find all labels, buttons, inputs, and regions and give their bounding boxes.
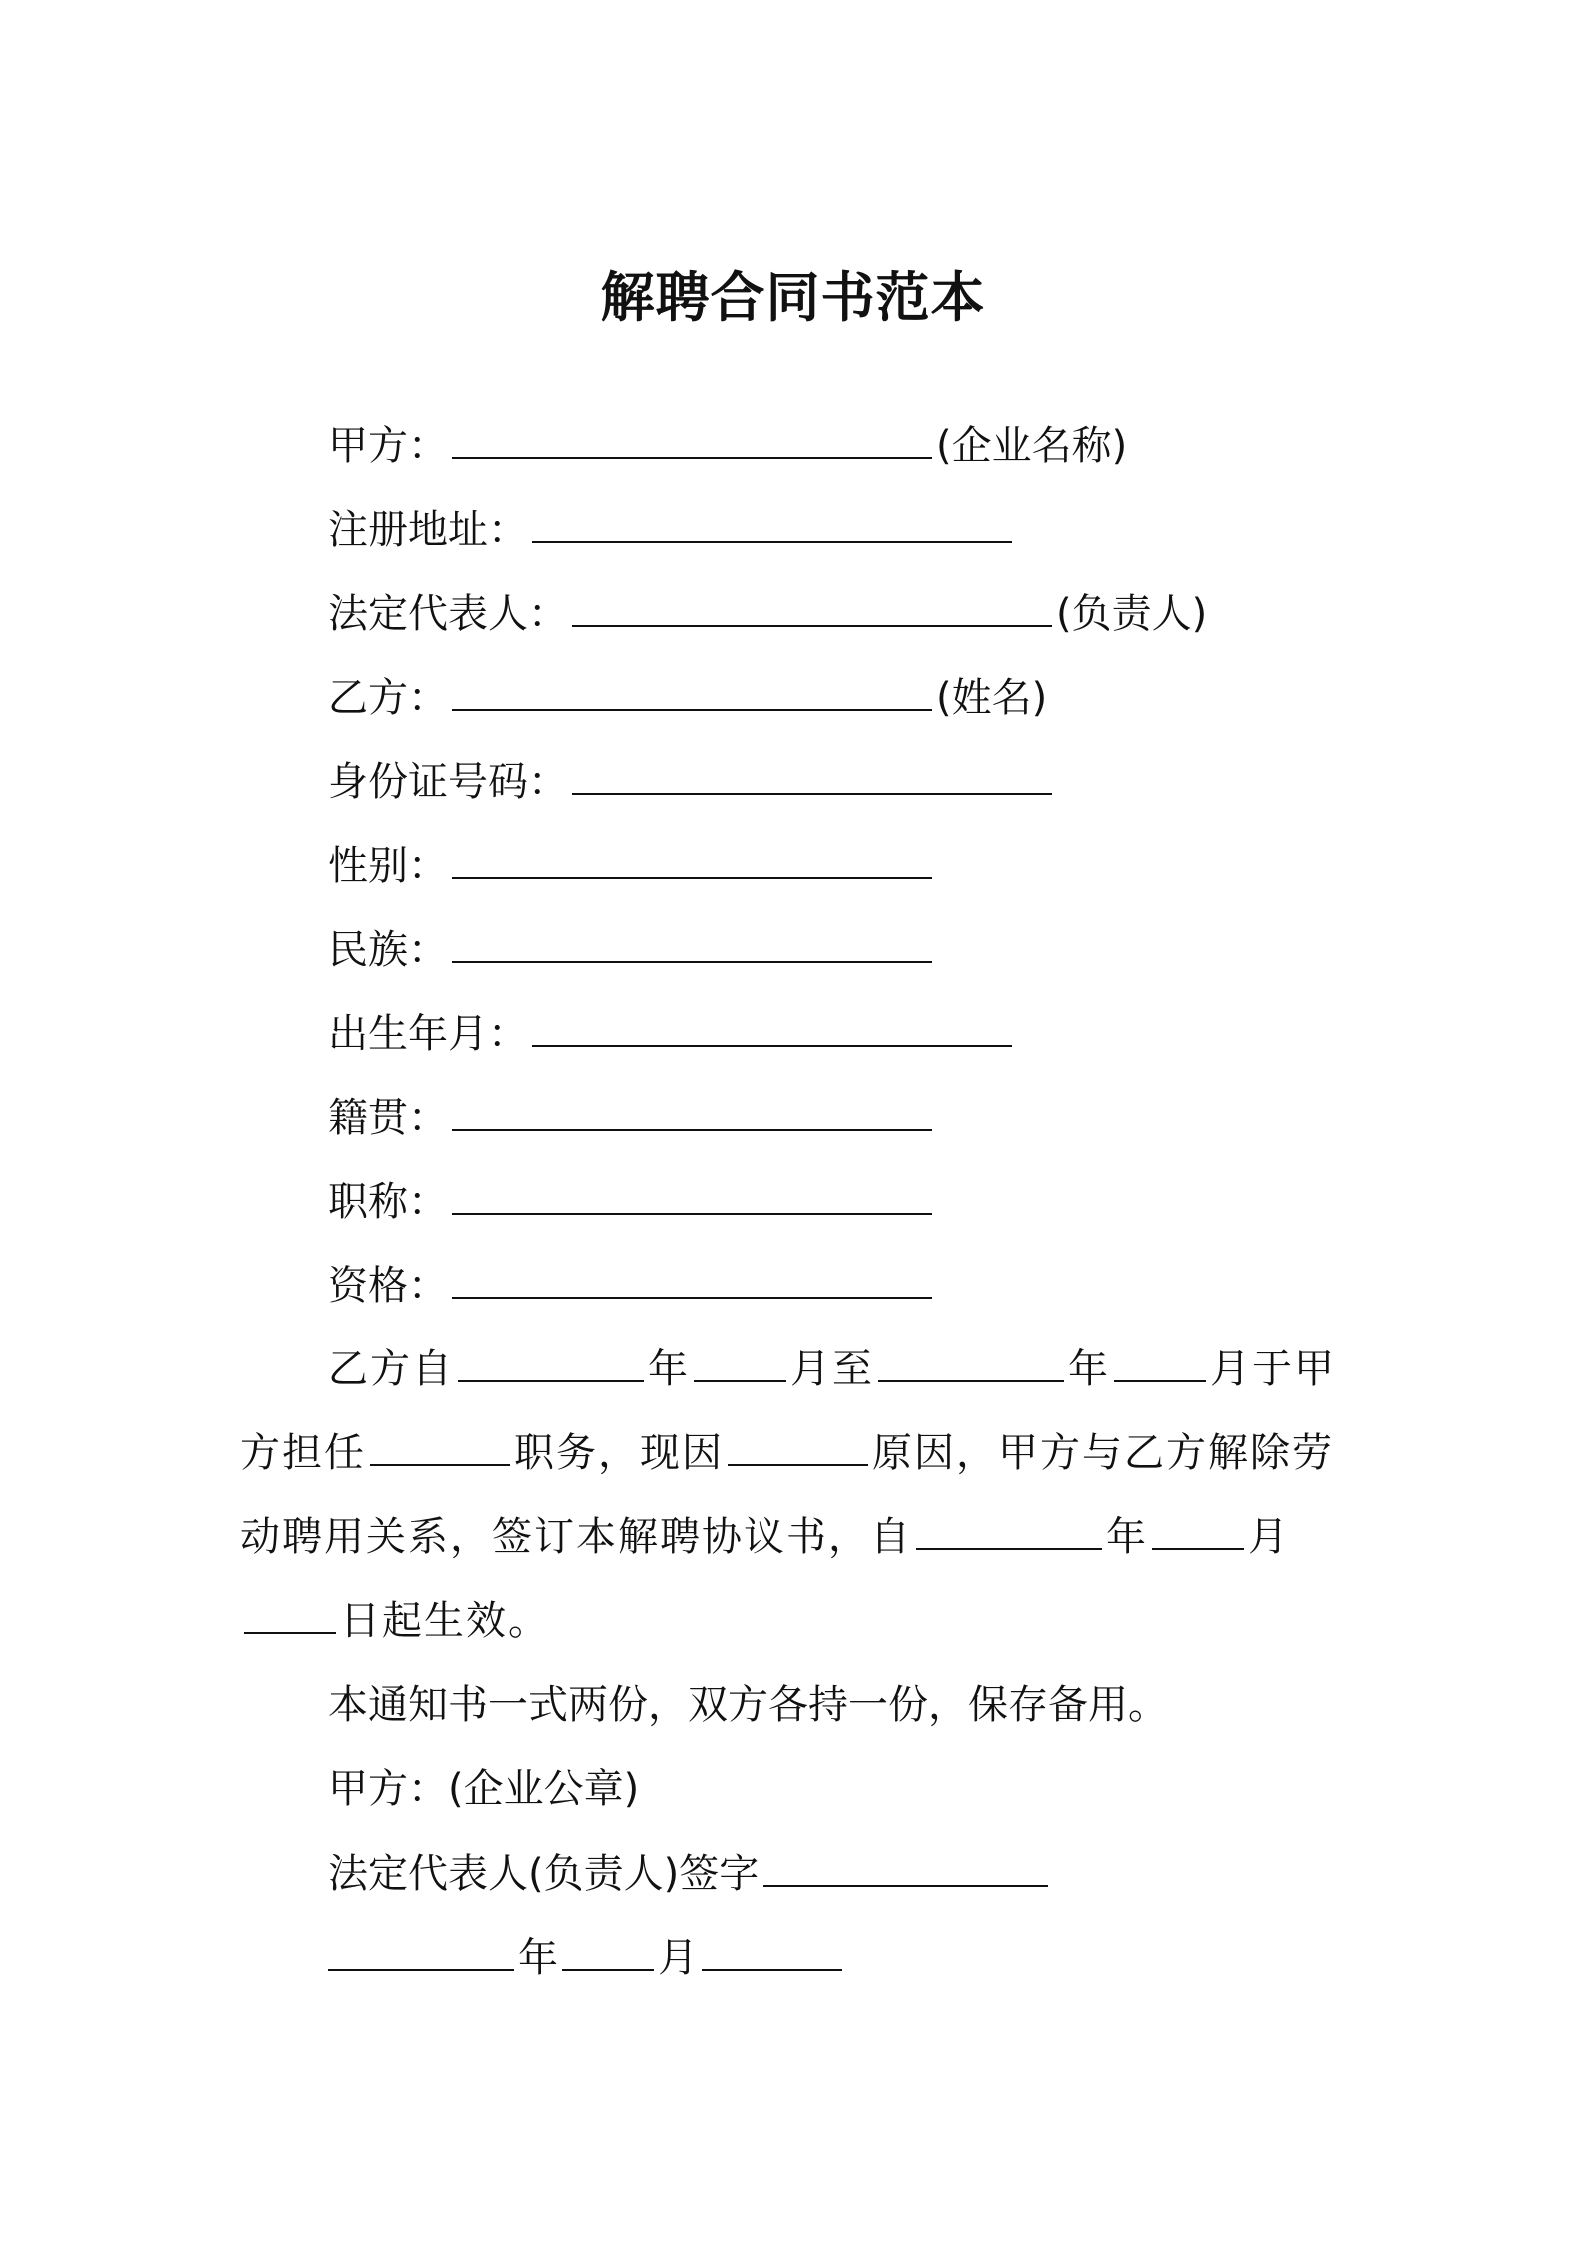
field-label: 注册地址： (328, 507, 528, 553)
field-suffix: (企业名称) (936, 423, 1128, 469)
field-legal-representative (328, 587, 1207, 640)
blank-line[interactable] (370, 1426, 510, 1466)
field-label: 籍贯： (328, 1095, 448, 1141)
sign-text: 法定代表人(负责人)签字 (328, 1851, 760, 1897)
blank-line[interactable] (532, 1007, 1012, 1047)
field-birth-date (328, 1007, 1016, 1060)
blank-line[interactable] (452, 671, 932, 711)
blank-line[interactable] (452, 1091, 932, 1131)
blank-line[interactable] (458, 1342, 644, 1382)
blank-line[interactable] (1152, 1510, 1244, 1550)
field-label: 法定代表人： (328, 591, 568, 637)
field-party-b (328, 671, 1047, 724)
copies-note (328, 1679, 1168, 1731)
blank-line[interactable] (452, 1175, 932, 1215)
field-label: 身份证号码： (328, 759, 568, 805)
field-native-place (328, 1091, 936, 1144)
blank-line[interactable] (572, 587, 1052, 627)
blank-line[interactable] (244, 1594, 336, 1634)
seal-text: 甲方：(企业公章) (328, 1766, 640, 1812)
para-text: 年 (1106, 1514, 1148, 1560)
date-line (328, 1931, 846, 1984)
field-qualification (328, 1259, 936, 1312)
field-label: 资格： (328, 1263, 448, 1309)
para-text: 月 (1248, 1514, 1290, 1560)
para-text: 原因，甲方与乙方解除劳动聘用关系，签订本解聘协议书，自 (240, 1430, 1334, 1560)
blank-line[interactable] (452, 1259, 932, 1299)
para-text: 日起生效。 (340, 1598, 550, 1644)
blank-line[interactable] (916, 1510, 1102, 1550)
field-suffix: (姓名) (936, 675, 1048, 721)
signature-line (328, 1847, 1052, 1900)
blank-line[interactable] (878, 1342, 1064, 1382)
field-label: 民族： (328, 927, 448, 973)
blank-line[interactable] (328, 1931, 514, 1971)
termination-paragraph (240, 1327, 1350, 1663)
document-title: 解聘合同书范本 (600, 266, 986, 329)
field-title (328, 1175, 936, 1228)
party-a-seal (328, 1763, 639, 1815)
field-label: 性别： (328, 843, 448, 889)
blank-line[interactable] (728, 1426, 868, 1466)
para-text: 月于甲方担任 (240, 1346, 1336, 1476)
blank-line[interactable] (763, 1847, 1048, 1887)
field-label: 乙方： (328, 675, 448, 721)
field-label: 职称： (328, 1179, 448, 1225)
copies-text: 本通知书一式两份，双方各持一份，保存备用。 (328, 1682, 1168, 1728)
field-ethnicity (328, 923, 936, 976)
field-label: 出生年月： (328, 1011, 528, 1057)
blank-line[interactable] (562, 1931, 654, 1971)
para-text: 年 (648, 1346, 690, 1392)
para-text: 职务，现因 (514, 1430, 724, 1476)
field-id-number (328, 755, 1056, 808)
field-gender (328, 839, 936, 892)
para-text: 年 (1068, 1346, 1110, 1392)
para-text: 乙方自 (328, 1346, 454, 1392)
blank-line[interactable] (694, 1342, 786, 1382)
blank-line[interactable] (532, 503, 1012, 543)
field-suffix: (负责人) (1056, 591, 1208, 637)
field-registered-address (328, 503, 1016, 556)
date-year-text: 年 (518, 1935, 558, 1981)
para-text: 月至 (790, 1346, 874, 1392)
date-month-text: 月 (658, 1935, 698, 1981)
blank-line[interactable] (452, 419, 932, 459)
blank-line[interactable] (1114, 1342, 1206, 1382)
blank-line[interactable] (702, 1931, 842, 1971)
field-label: 甲方： (328, 423, 448, 469)
field-party-a (328, 419, 1127, 472)
blank-line[interactable] (452, 839, 932, 879)
blank-line[interactable] (572, 755, 1052, 795)
blank-line[interactable] (452, 923, 932, 963)
